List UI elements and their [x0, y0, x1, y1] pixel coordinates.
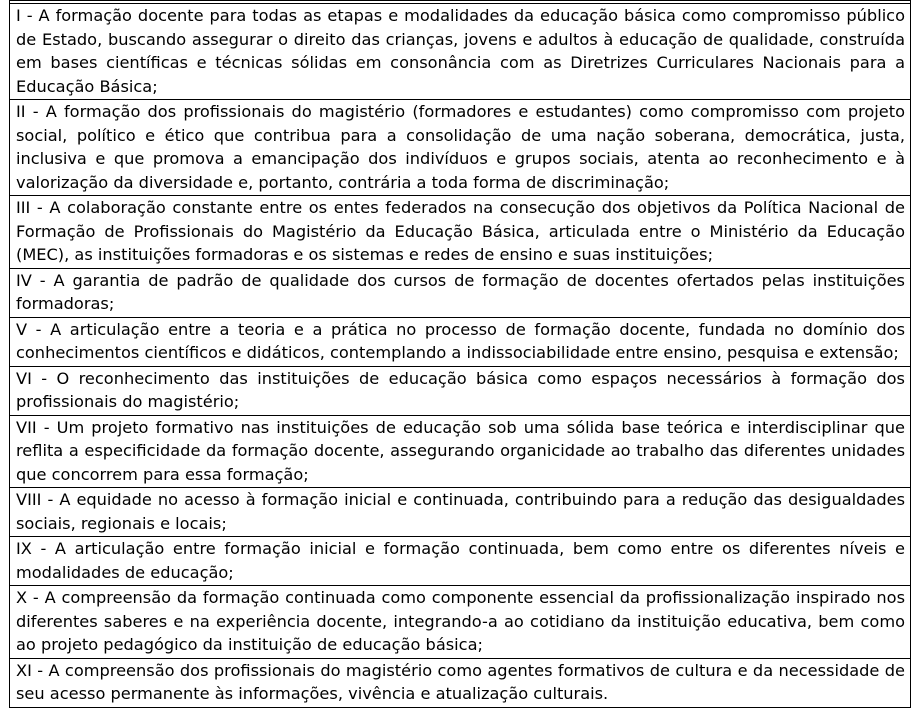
table-row: [10, 317, 911, 366]
table-row: [10, 268, 911, 317]
table-row: [10, 537, 911, 586]
table-row: [10, 4, 911, 100]
principle-item-6: VI - O reconhecimento das instituições de educação básica como espaços necessários à formação dos profissionais do magistério;: [10, 366, 911, 415]
principles-table: [9, 0, 911, 708]
principle-item-1: I - A formação docente para todas as etapas e modalidades da educação básica como compromisso público de Estado, buscando assegurar o direito das crianças, jovens e adultos à educação de qualidade, construída em bases científicas e técnicas sólidas em consonância com as Diretrizes Curriculares Nacionais para a Educação Básica;: [10, 4, 911, 100]
table-row: [10, 100, 911, 196]
table-row: [10, 196, 911, 269]
table-row: [10, 415, 911, 488]
principle-item-8: VIII - A equidade no acesso à formação inicial e continuada, contribuindo para a redução das desigualdades sociais, regionais e locais;: [10, 488, 911, 537]
principle-item-5: V - A articulação entre a teoria e a prática no processo de formação docente, fundada no domínio dos conhecimentos científicos e didáticos, contemplando a indissociabilidade entre ensino, pesquisa e extensão;: [10, 317, 911, 366]
table-row: [10, 658, 911, 707]
table-row: [10, 586, 911, 659]
principle-item-9: IX - A articulação entre formação inicial e formação continuada, bem como entre os diferentes níveis e modalidades de educação;: [10, 537, 911, 586]
table-row: [10, 488, 911, 537]
principle-item-10: X - A compreensão da formação continuada como componente essencial da profissionalização inspirado nos diferentes saberes e na experiência docente, integrando-a ao cotidiano da instituição educativa, bem como ao projeto pedagógico da instituição de educação básica;: [10, 586, 911, 659]
table-row: [10, 366, 911, 415]
principle-item-2: II - A formação dos profissionais do magistério (formadores e estudantes) como compromisso com projeto social, político e ético que contribua para a consolidação de uma nação soberana, democrática, justa, inclusiva e que promova a emancipação dos indivíduos e grupos sociais, atenta ao reconhecimento e à valorização da diversidade e, portanto, contrária a toda forma de discriminação;: [10, 100, 911, 196]
principle-item-4: IV - A garantia de padrão de qualidade dos cursos de formação de docentes ofertados pelas instituições formadoras;: [10, 268, 911, 317]
principle-item-11: XI - A compreensão dos profissionais do magistério como agentes formativos de cultura e da necessidade de seu acesso permanente às informações, vivência e atualização culturais.: [10, 658, 911, 707]
principle-item-7: VII - Um projeto formativo nas instituições de educação sob uma sólida base teórica e interdisciplinar que reflita a especificidade da formação docente, assegurando organicidade ao trabalho das diferentes unidades que concorrem para essa formação;: [10, 415, 911, 488]
principle-item-3: III - A colaboração constante entre os entes federados na consecução dos objetivos da Política Nacional de Formação de Profissionais do Magistério da Educação Básica, articulada entre o Ministério da Educação (MEC), as instituições formadoras e os sistemas e redes de ensino e suas instituições;: [10, 196, 911, 269]
principles-document: [9, 0, 911, 708]
